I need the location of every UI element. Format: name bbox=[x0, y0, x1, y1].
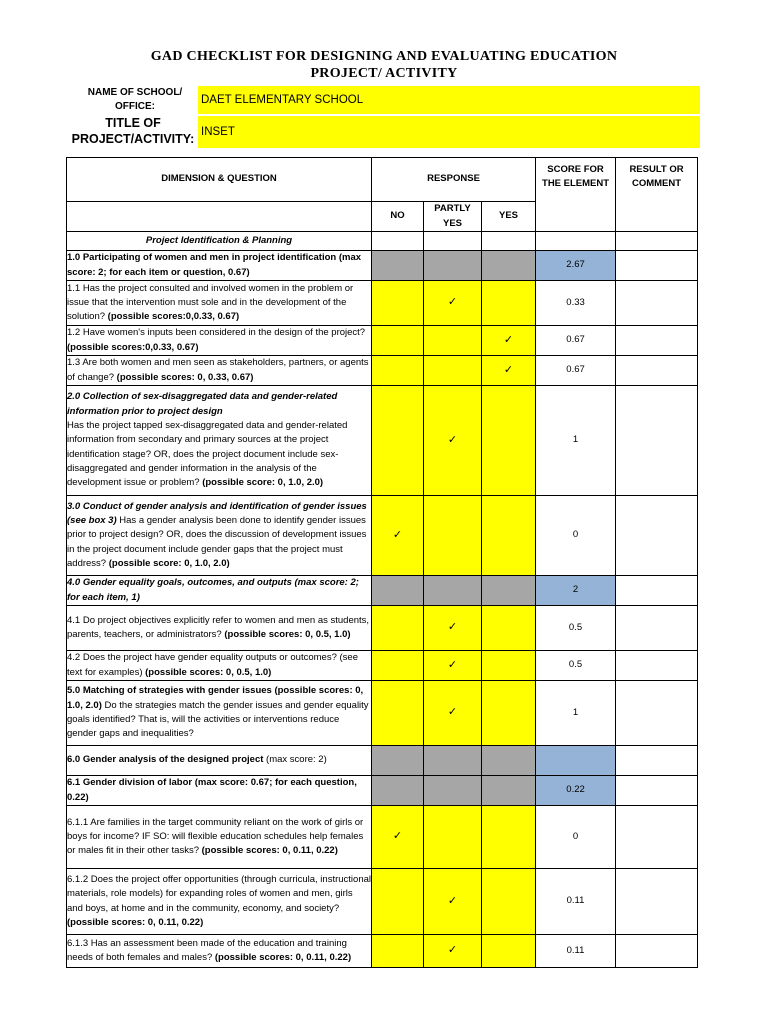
question-text: 6.1.2 Does the project offer opportunities (through curricula, instructional materials, role models) for expanding roles of women and men, girls and boys, at home and in the community, economy, and society? bbox=[67, 873, 371, 914]
checklist-row bbox=[67, 251, 698, 281]
score-cell: 0 bbox=[536, 496, 616, 576]
section-row bbox=[67, 232, 698, 251]
question-text: (max score: 2) bbox=[263, 754, 327, 766]
score-cell: 2.67 bbox=[536, 251, 616, 281]
question-text: 4.2 Does the project have gender equality outputs or outcomes? (see text for examples) bbox=[67, 652, 358, 678]
question-heading: 1.0 Participating of women and men in project identification (max score: 2; for each item or question, 0.67) bbox=[67, 252, 362, 278]
checklist-row bbox=[67, 776, 698, 806]
response-yes-cell[interactable] bbox=[482, 356, 536, 386]
response-yes-cell[interactable] bbox=[482, 651, 536, 681]
response-partly-cell[interactable] bbox=[424, 935, 482, 968]
result-comment-cell[interactable] bbox=[616, 746, 698, 776]
checklist-row bbox=[67, 869, 698, 935]
question-cell bbox=[67, 746, 372, 776]
response-no-cell[interactable] bbox=[372, 606, 424, 651]
response-header: RESPONSE bbox=[372, 158, 536, 202]
checklist-row bbox=[67, 326, 698, 356]
school-label-line-2: OFFICE: bbox=[115, 101, 155, 112]
check-icon: ✓ bbox=[392, 528, 403, 541]
response-partly-cell[interactable] bbox=[424, 776, 482, 806]
response-yes-cell[interactable] bbox=[482, 496, 536, 576]
check-icon: ✓ bbox=[447, 658, 458, 671]
score-header-line-1: SCORE FOR bbox=[547, 164, 604, 175]
response-partly-cell[interactable] bbox=[424, 281, 482, 326]
section-blank-cell bbox=[482, 232, 536, 251]
response-partly-cell[interactable] bbox=[424, 606, 482, 651]
check-icon: ✓ bbox=[447, 621, 458, 634]
response-no-cell[interactable] bbox=[372, 806, 424, 869]
possible-scores: (possible scores:0,0.33, 0.67) bbox=[67, 341, 199, 353]
response-no-cell[interactable] bbox=[372, 681, 424, 746]
response-no-cell[interactable] bbox=[372, 776, 424, 806]
question-cell bbox=[67, 326, 372, 356]
checklist-row bbox=[67, 496, 698, 576]
score-cell: 0.67 bbox=[536, 356, 616, 386]
question-cell bbox=[67, 576, 372, 606]
question-cell bbox=[67, 606, 372, 651]
response-no-cell[interactable] bbox=[372, 386, 424, 496]
check-icon: ✓ bbox=[447, 433, 458, 446]
response-no-cell[interactable] bbox=[372, 251, 424, 281]
column-header-row bbox=[67, 158, 698, 202]
score-cell: 0.5 bbox=[536, 651, 616, 681]
checklist-row bbox=[67, 681, 698, 746]
check-icon: ✓ bbox=[447, 296, 458, 309]
question-cell bbox=[67, 869, 372, 935]
response-partly-cell[interactable] bbox=[424, 386, 482, 496]
result-comment-cell[interactable] bbox=[616, 869, 698, 935]
question-heading: 6.0 Gender analysis of the designed project bbox=[67, 754, 264, 766]
question-heading: 5.0 Matching of strategies with gender issues (possible scores: 0, 1.0, 2.0) bbox=[67, 685, 364, 711]
response-partly-cell[interactable] bbox=[424, 496, 482, 576]
response-partly-cell[interactable] bbox=[424, 869, 482, 935]
check-icon: ✓ bbox=[503, 363, 514, 376]
result-comment-cell[interactable] bbox=[616, 935, 698, 968]
response-yes-cell[interactable] bbox=[482, 281, 536, 326]
section-blank-cell bbox=[616, 232, 698, 251]
school-label bbox=[70, 86, 200, 114]
checklist-row bbox=[67, 651, 698, 681]
question-heading: 6.1 Gender division of labor (max score: 0.67; for each question, 0.22) bbox=[67, 777, 357, 803]
response-no-cell[interactable] bbox=[372, 356, 424, 386]
section-blank-cell bbox=[424, 232, 482, 251]
possible-scores: (possible scores: 0, 0.11, 0.22) bbox=[201, 845, 338, 857]
response-partly-cell[interactable] bbox=[424, 356, 482, 386]
score-header bbox=[536, 158, 616, 232]
result-comment-cell[interactable] bbox=[616, 251, 698, 281]
school-name-value: DAET ELEMENTARY SCHOOL bbox=[201, 94, 364, 106]
result-comment-cell[interactable] bbox=[616, 776, 698, 806]
score-cell: 0.11 bbox=[536, 935, 616, 968]
dimension-question-header: DIMENSION & QUESTION bbox=[67, 158, 372, 202]
yes-header: YES bbox=[482, 202, 536, 232]
question-heading: 2.0 Collection of sex-disaggregated data and gender-related information prior to project design bbox=[67, 391, 338, 417]
response-no-cell[interactable] bbox=[372, 576, 424, 606]
project-label-line-2: PROJECT/ACTIVITY: bbox=[71, 132, 195, 146]
score-cell bbox=[536, 746, 616, 776]
document-title-line-2: PROJECT/ ACTIVITY bbox=[310, 66, 458, 81]
result-comment-cell[interactable] bbox=[616, 356, 698, 386]
result-comment-cell[interactable] bbox=[616, 806, 698, 869]
possible-scores: (possible score: 0, 1.0, 2.0) bbox=[202, 477, 324, 489]
response-no-cell[interactable] bbox=[372, 281, 424, 326]
question-cell bbox=[67, 386, 372, 496]
response-partly-cell[interactable] bbox=[424, 806, 482, 869]
response-yes-cell[interactable] bbox=[482, 386, 536, 496]
project-title-value: INSET bbox=[201, 126, 235, 138]
checklist-row bbox=[67, 576, 698, 606]
response-yes-cell[interactable] bbox=[482, 869, 536, 935]
question-cell bbox=[67, 251, 372, 281]
score-cell: 0 bbox=[536, 806, 616, 869]
result-comment-cell[interactable] bbox=[616, 576, 698, 606]
score-cell: 0.67 bbox=[536, 326, 616, 356]
response-no-cell[interactable] bbox=[372, 869, 424, 935]
document-title-line-1: GAD CHECKLIST FOR DESIGNING AND EVALUATING EDUCATION bbox=[150, 49, 618, 64]
response-yes-cell[interactable] bbox=[482, 251, 536, 281]
score-cell: 1 bbox=[536, 386, 616, 496]
question-cell bbox=[67, 496, 372, 576]
question-cell bbox=[67, 356, 372, 386]
response-yes-cell[interactable] bbox=[482, 326, 536, 356]
project-title-field[interactable] bbox=[198, 116, 700, 148]
checklist-row bbox=[67, 606, 698, 651]
possible-scores: (possible scores: 0, 0.11, 0.22) bbox=[214, 952, 352, 963]
check-icon: ✓ bbox=[447, 706, 458, 719]
question-text: Do the strategies match the gender issues and gender equality goals identified? That is, will the activities or interventions reduce gender gaps and inequalities? bbox=[67, 699, 369, 740]
score-cell: 0.22 bbox=[536, 776, 616, 806]
question-cell bbox=[67, 806, 372, 869]
question-text: 1.2 Have women's inputs been considered in the design of the project? bbox=[67, 327, 366, 339]
gad-checklist-table bbox=[66, 157, 698, 968]
partly-yes-header-line-2: YES bbox=[442, 217, 462, 229]
question-text: 1.1 Has the project consulted and involved women in the problem or issue that the intervention must sole and in the development of the solution? bbox=[67, 282, 354, 323]
school-label-line-1: NAME OF SCHOOL/ bbox=[87, 87, 183, 98]
checklist-row bbox=[67, 935, 698, 968]
checklist-row bbox=[67, 746, 698, 776]
project-label-line-1: TITLE OF bbox=[105, 116, 161, 130]
question-text: Has a gender analysis been done to identify gender issues prior to project design? OR, does the discussion of development issues in the project document include gender gaps that the project must address? bbox=[67, 515, 367, 569]
result-header-line-1: RESULT OR bbox=[629, 164, 684, 175]
score-cell: 0.5 bbox=[536, 606, 616, 651]
check-icon: ✓ bbox=[447, 944, 458, 957]
result-comment-cell[interactable] bbox=[616, 681, 698, 746]
result-header bbox=[616, 158, 698, 232]
school-name-field[interactable] bbox=[198, 86, 700, 114]
score-cell: 0.11 bbox=[536, 869, 616, 935]
result-comment-cell[interactable] bbox=[616, 326, 698, 356]
response-yes-cell[interactable] bbox=[482, 776, 536, 806]
result-comment-cell[interactable] bbox=[616, 496, 698, 576]
score-cell: 1 bbox=[536, 681, 616, 746]
response-partly-cell[interactable] bbox=[424, 746, 482, 776]
question-cell bbox=[67, 935, 372, 968]
possible-scores: (possible scores: 0, 0.33, 0.67) bbox=[116, 371, 254, 383]
question-cell bbox=[67, 281, 372, 326]
checklist-row bbox=[67, 281, 698, 326]
score-cell: 0.33 bbox=[536, 281, 616, 326]
result-comment-cell[interactable] bbox=[616, 386, 698, 496]
question-heading: 4.0 Gender equality goals, outcomes, and outputs (max score: 2; for each item, 1) bbox=[67, 577, 359, 603]
result-comment-cell[interactable] bbox=[616, 606, 698, 651]
question-cell bbox=[67, 681, 372, 746]
possible-scores: (possible scores: 0, 0.11, 0.22) bbox=[67, 916, 204, 928]
score-cell: 2 bbox=[536, 576, 616, 606]
question-text: Has the project tapped sex-disaggregated data and gender-related information from secondary and primary sources at the project identification stage? OR, does the project document include sex-disaggregated and gender information in the analysis of the development issue or problem? bbox=[67, 420, 348, 489]
project-label bbox=[66, 115, 200, 147]
response-yes-cell[interactable] bbox=[482, 935, 536, 968]
section-blank-cell bbox=[536, 232, 616, 251]
response-no-cell[interactable] bbox=[372, 746, 424, 776]
checklist-row bbox=[67, 806, 698, 869]
checklist-row bbox=[67, 386, 698, 496]
response-yes-cell[interactable] bbox=[482, 681, 536, 746]
response-yes-cell[interactable] bbox=[482, 806, 536, 869]
partly-yes-header-line-1: PARTLY bbox=[434, 203, 471, 215]
question-text: 6.1.3 Has an assessment been made of the education and training needs of both females and males? bbox=[67, 937, 347, 963]
response-yes-cell[interactable] bbox=[482, 746, 536, 776]
question-text: 4.1 Do project objectives explicitly refer to women and men as students, parents, teachers, or administrators? bbox=[67, 614, 370, 640]
possible-scores: (possible scores: 0, 0.5, 1.0) bbox=[145, 666, 272, 678]
section-title: Project Identification & Planning bbox=[67, 232, 372, 251]
question-text: 1.3 Are both women and men seen as stakeholders, partners, or agents of change? bbox=[67, 357, 369, 383]
response-partly-cell[interactable] bbox=[424, 651, 482, 681]
question-cell bbox=[67, 776, 372, 806]
possible-scores: (possible score: 0, 1.0, 2.0) bbox=[108, 557, 230, 569]
question-cell bbox=[67, 651, 372, 681]
result-comment-cell[interactable] bbox=[616, 281, 698, 326]
response-no-cell[interactable] bbox=[372, 651, 424, 681]
check-icon: ✓ bbox=[503, 333, 514, 346]
section-blank-cell bbox=[372, 232, 424, 251]
check-icon: ✓ bbox=[447, 894, 458, 907]
response-partly-cell[interactable] bbox=[424, 681, 482, 746]
checklist-row bbox=[67, 356, 698, 386]
response-no-cell[interactable] bbox=[372, 326, 424, 356]
blank-header-cell bbox=[67, 202, 372, 232]
check-icon: ✓ bbox=[392, 830, 403, 843]
partly-yes-header bbox=[424, 202, 482, 232]
no-header: NO bbox=[372, 202, 424, 232]
possible-scores: (possible scores:0,0.33, 0.67) bbox=[107, 311, 240, 323]
question-text: 6.1.1 Are families in the target community reliant on the work of girls or boys for income? IF SO: will flexible education schedules help females or males fit in their other tasks? bbox=[67, 816, 364, 857]
response-no-cell[interactable] bbox=[372, 935, 424, 968]
response-no-cell[interactable] bbox=[372, 496, 424, 576]
question-heading: 3.0 Conduct of gender analysis and identification of gender issues (see box 3) bbox=[67, 500, 367, 527]
result-comment-cell[interactable] bbox=[616, 651, 698, 681]
response-yes-cell[interactable] bbox=[482, 576, 536, 606]
response-partly-cell[interactable] bbox=[424, 576, 482, 606]
score-header-line-2: THE ELEMENT bbox=[542, 178, 610, 190]
response-yes-cell[interactable] bbox=[482, 606, 536, 651]
response-partly-cell[interactable] bbox=[424, 251, 482, 281]
possible-scores: (possible scores: 0, 0.5, 1.0) bbox=[224, 629, 351, 640]
result-header-line-2: COMMENT bbox=[631, 178, 682, 190]
response-partly-cell[interactable] bbox=[424, 326, 482, 356]
